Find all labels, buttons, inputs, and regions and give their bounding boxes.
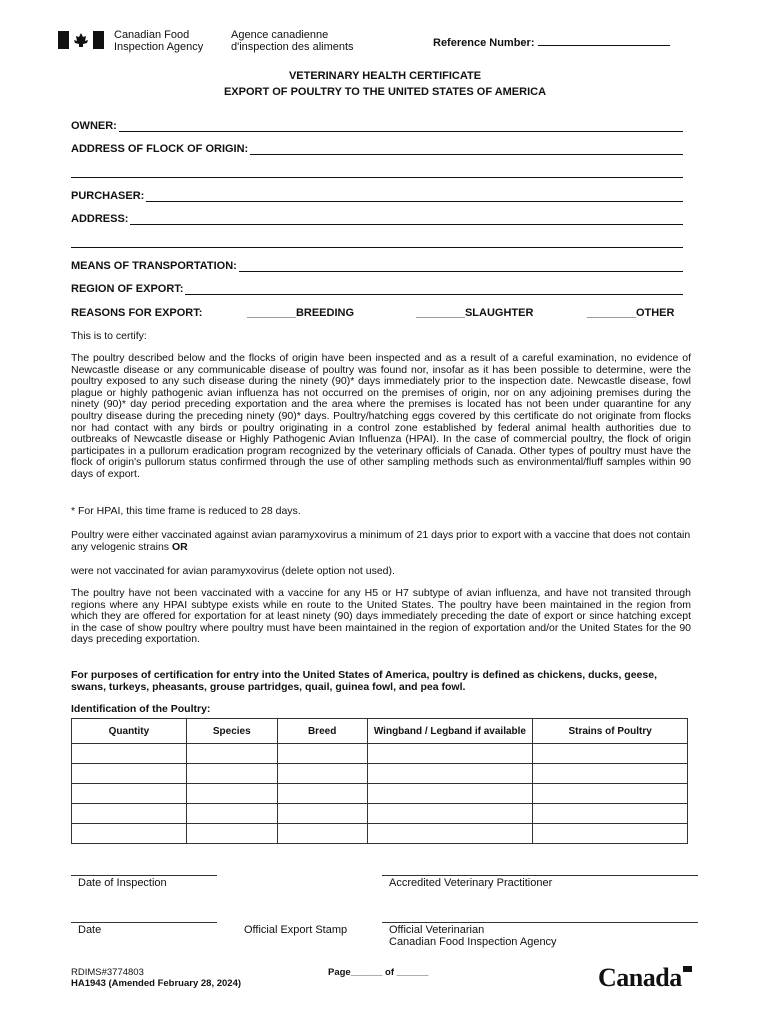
purchaser-address-field[interactable] [71,213,683,225]
table-cell[interactable] [367,804,533,824]
agency-name-french [231,29,354,53]
table-row [72,744,688,764]
flock-address-label: ADDRESS OF FLOCK OF ORIGIN: [71,143,249,155]
hpai-footnote: * For HPAI, this time frame is reduced to 28 days. [71,505,301,517]
table-cell[interactable] [72,784,187,804]
reasons-label: REASONS FOR EXPORT: [71,307,203,319]
table-cell[interactable] [186,824,277,844]
flock-address-field[interactable] [71,143,683,155]
purchaser-address-label: ADDRESS: [71,213,129,225]
header-wingband: Wingband / Legband if available [367,719,533,744]
canada-flag-logo [58,31,104,54]
table-cell[interactable] [72,744,187,764]
table-header-row [72,719,688,744]
or-label: OR [171,540,188,553]
flock-address-line2[interactable] [71,177,683,178]
header-strains: Strains of Poultry [533,719,688,744]
table-cell[interactable] [533,804,688,824]
table-cell[interactable] [72,824,187,844]
page-number: Page______ of ______ [328,967,429,978]
table-cell[interactable] [367,784,533,804]
table-cell[interactable] [186,804,277,824]
vaccination-text: Poultry were either vaccinated against avian paramyxovirus a minimum of 21 days prior to export with a vaccine that does not contain any velogenic strains [71,529,691,553]
agency-fr-line1: Agence canadienne [231,29,329,41]
table-cell[interactable] [533,784,688,804]
certify-text: This is to certify: [71,330,147,342]
date-inspection-line[interactable] [71,875,217,876]
vet-practitioner-signature-line[interactable] [382,875,698,876]
vaccination-statement [71,530,691,553]
reasons-for-export [71,307,691,321]
table-cell[interactable] [186,744,277,764]
table-row [72,784,688,804]
table-cell[interactable] [186,764,277,784]
reference-number [433,35,670,49]
form-number: HA1943 (Amended February 28, 2024) [71,978,242,989]
owner-label: OWNER: [71,120,117,132]
rdims-number: RDIMS#3774803 [71,967,144,978]
certificate-subtitle: EXPORT OF POULTRY TO THE UNITED STATES OF AMERICA [223,86,547,98]
owner-field[interactable] [71,120,683,132]
date-line[interactable] [71,922,217,923]
table-cell[interactable] [367,744,533,764]
not-vaccinated-statement: were not vaccinated for avian paramyxovirus (delete option not used). [71,565,395,577]
table-cell[interactable] [72,804,187,824]
purchaser-label: PURCHASER: [71,190,145,202]
table-cell[interactable] [533,764,688,784]
agency-name-english [114,29,203,53]
slaughter-option[interactable]: ________SLAUGHTER [416,307,534,319]
other-option[interactable]: ________OTHER [587,307,675,319]
agency-en-line2: Inspection Agency [114,41,204,53]
table-cell[interactable] [367,824,533,844]
certificate-title: VETERINARY HEALTH CERTIFICATE [288,70,482,82]
table-cell[interactable] [533,824,688,844]
poultry-identification-table [71,718,688,844]
breeding-option[interactable]: ________BREEDING [247,307,355,319]
agency-fr-line2: d'inspection des aliments [231,41,354,53]
transport-field[interactable] [71,260,683,272]
table-row [72,804,688,824]
agency-en-line1: Canadian Food [114,29,190,41]
table-row [72,764,688,784]
reference-number-field[interactable] [538,35,670,46]
table-cell[interactable] [72,764,187,784]
purchaser-field[interactable] [71,190,683,202]
avian-influenza-statement: The poultry have not been vaccinated with a vaccine for any H5 or H7 subtype of avian influenza, and have not transited through regions where any HPAI subtype exists while en route to the United States. The poultry have been maintained in the region from which they are offered for exportation for at least ninety (90) days immediately preceding the date of export or since hatching except in the case of show poultry where poultry must have been maintained in the region of exportation and/or the United States for the 90 days preceding exportation. [71,587,691,646]
cfia-label: Canadian Food Inspection Agency [389,936,557,948]
region-label: REGION OF EXPORT: [71,283,184,295]
table-cell[interactable] [533,744,688,764]
reference-number-label: Reference Number: [433,37,535,49]
table-cell[interactable] [277,804,367,824]
canada-wordmark [598,964,682,992]
poultry-definition: For purposes of certification for entry into the United States of America, poultry is defined as chickens, ducks, geese, swans, turkeys, pheasants, grouse partridges, quail, guinea fowl, and pea fowl. [71,669,657,693]
export-stamp-label: Official Export Stamp [244,924,348,936]
purchaser-address-line2[interactable] [71,247,683,248]
inspection-statement: The poultry described below and the flocks of origin have been inspected and as a result of a careful examination, no evidence of Newcastle disease or any communicable disease of poultry was found nor, insofar as it has been possible to determine, were the poultry exposed to any such disease during the ninety (90)* days immediately prior to the inspection date. Newcastle disease, fowl plague or highly pathogenic avian influenza has not occurred on the premises of origin, nor on any adjoining premises during the ninety (90)* day period preceding exportation and the area where the premises is located has not been under quarantine for any poultry disease during the preceding ninety (90)* days. Poultry/hatching eggs covered by this certificate do not originate from flocks nor had contact with any birds or poultry originating in a control zone established by federal animal health authorities due to outbreaks of Newcastle disease or Highly Pathogenic Avian Influenza (HPAI). In the case of commercial poultry, the flock of origin participates in a pullorum eradication program recognized by the veterinary officials of Canada. Other types of poultry must have the flock of origin's pullorum status confirmed through the use of other sampling methods such as environmental/fluff samples within 90 days of export. [71,352,691,480]
table-cell[interactable] [277,784,367,804]
table-cell[interactable] [277,824,367,844]
official-vet-label: Official Veterinarian [389,924,485,936]
header-species: Species [186,719,277,744]
date-label: Date [78,924,102,936]
table-row [72,824,688,844]
header-breed: Breed [277,719,367,744]
table-cell[interactable] [186,784,277,804]
table-cell[interactable] [277,764,367,784]
canada-wordmark-text: Canada [598,963,682,992]
wordmark-flag-icon [683,966,692,972]
table-cell[interactable] [277,744,367,764]
region-field[interactable] [71,283,683,295]
identification-heading: Identification of the Poultry: [71,703,211,715]
official-vet-signature-line[interactable] [382,922,698,923]
table-cell[interactable] [367,764,533,784]
vet-practitioner-label: Accredited Veterinary Practitioner [389,877,553,889]
transport-label: MEANS OF TRANSPORTATION: [71,260,237,272]
header-quantity: Quantity [72,719,187,744]
date-inspection-label: Date of Inspection [78,877,167,889]
